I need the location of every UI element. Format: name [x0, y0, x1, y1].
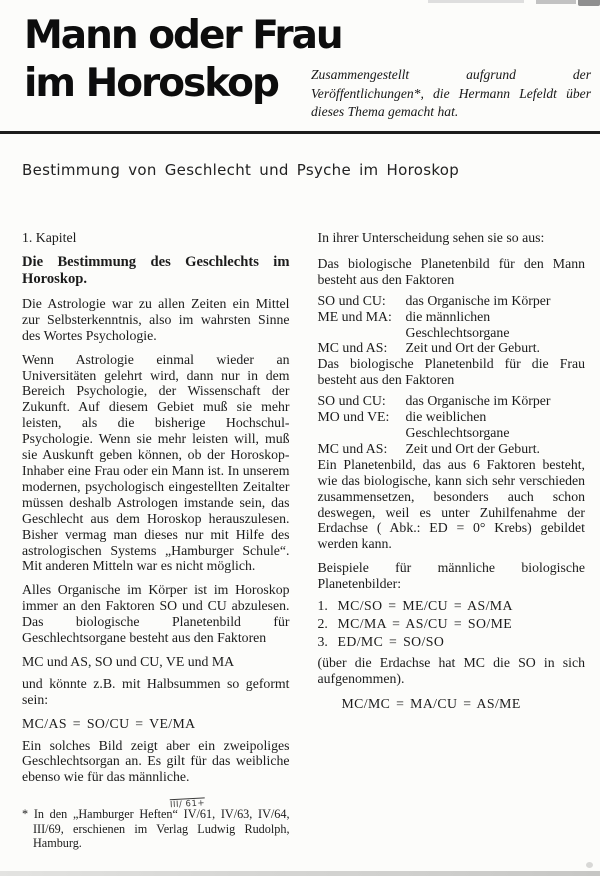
page-title: [24, 12, 342, 108]
paragraph: und könnte z.B. mit Halbsummen so geformt sein:: [22, 675, 290, 707]
scan-artifact-dot: [586, 862, 593, 868]
left-column: [22, 230, 290, 851]
example-item: [318, 597, 586, 615]
factor-value: die männlichen Geschlechtsorgane: [405, 308, 510, 340]
footnote-text: In den „Hamburger Heften“: [33, 807, 184, 822]
footnote-ref: [169, 798, 213, 822]
note-paragraph: (über die Erdachse hat MC die SO in sich aufgenommen).: [317, 655, 585, 686]
scan-artifact-top: [428, 0, 524, 3]
example-number: 2.: [317, 616, 328, 632]
factor-label: SO und CU:: [317, 292, 386, 308]
factor-label: SO und CU:: [317, 393, 386, 409]
woman-block-lead: Das biologische Planetenbild für die Frau besteht aus den Faktoren: [317, 356, 585, 388]
factor-value: die weiblichen Geschlechtsorgane: [405, 409, 510, 440]
man-block-lead: Das biologische Planetenbild für den Mann besteht aus den Faktoren: [317, 255, 585, 287]
paragraph: Ein solches Bild zeigt aber ein zweipoliges Geschlechtsorgan an. Es gilt für das weibliche ebenso wie für das männliche.: [22, 737, 290, 785]
factors-line: MC und AS, SO und CU, VE und MA: [22, 653, 235, 669]
factor-row: [318, 393, 586, 409]
footnote-ref-text: IV/61: [183, 807, 213, 822]
example-formula: MC/MA = AS/CU = SO/ME: [337, 616, 513, 632]
factor-value: das Organische im Körper: [405, 393, 551, 409]
final-formula: MC/MC = MA/CU = AS/ME: [341, 695, 521, 711]
example-number: 3.: [317, 634, 328, 650]
section-heading: Bestimmung von Geschlecht und Psyche im Horoskop: [22, 161, 460, 179]
page-title-line2: im Horoskop: [24, 61, 278, 106]
divider-rule: [0, 131, 600, 134]
factor-row: [318, 309, 586, 341]
example-formula: MC/SO = ME/CU = AS/MA: [337, 598, 513, 614]
paragraph: Wenn Astrologie einmal wieder an Universitäten gelehrt wird, dann nur in dem Bereich Psychologie, der Wissenschaft der Zukunft. Auf diesem Gebiet muß sie mehr leisten, als die bisherige Hochschul-Psychologie. Wenn sie mehr leisten will, muß sie Auskunft geben können, ob der Horoskop-Inhaber eine Frau oder ein Mann ist. In unserem modernen, psychologisch eingestellten Zeitalter müssen deshalb Astrologen imstande sein, das Geschlecht aus dem Horoskop herauszulesen. Bisher vermag man dieses nur mit Hilfe des astrologischen Systems „Hamburger Schule“. Mit anderen Mitteln war es nicht möglich.: [22, 351, 290, 574]
factor-value: Zeit und Ort der Geburt.: [405, 440, 540, 456]
factor-row: [318, 340, 586, 356]
examples-lead: Beispiele für männliche biologische Planetenbilder:: [317, 560, 585, 592]
footnote: [22, 798, 290, 851]
example-item: [318, 615, 586, 633]
scan-artifact-top-corner: [578, 0, 600, 6]
factor-row: [318, 293, 586, 309]
intro-line: In ihrer Unterscheidung sehen sie so aus:: [317, 230, 545, 245]
example-formula: ED/MC = SO/SO: [337, 634, 445, 650]
footnote-text-after: , IV/63, IV/64, III/69, erschienen im Verlag Ludwig Rudolph, Hamburg.: [33, 807, 290, 851]
factor-label: MC und AS:: [317, 340, 388, 356]
paragraph: Die Astrologie war zu allen Zeiten ein Mittel zur Selbsterkenntnis, also im wahrsten Sinne des Wortes Psychologie.: [22, 295, 290, 343]
factor-label: MO und VE:: [317, 409, 390, 425]
factor-row: [318, 409, 586, 441]
woman-factor-table: [318, 393, 586, 457]
halfsum-formula: MC/AS = SO/CU = VE/MA: [22, 715, 196, 731]
page-title-line1: Mann oder Frau: [24, 13, 342, 58]
right-column: [318, 230, 586, 851]
body-columns: [22, 230, 585, 851]
footnote-marker: *: [22, 807, 29, 822]
example-item: [318, 633, 586, 651]
scan-artifact-top: [536, 0, 576, 4]
paragraph: Ein Planetenbild, das aus 6 Faktoren besteht, wie das biologische, kann sich sehr verschieden zusammensetzen, besonders auch schon deswegen, weil es unter Zuhilfenahme der Erdachse ( Abk.: ED = 0° Krebs) gebildet werden kann.: [317, 456, 585, 552]
paragraph: Alles Organische im Körper ist im Horoskop immer an den Faktoren SO und CU abzulesen. Das biologische Planetenbild für Geschlechtsorgane besteht aus den Faktoren: [22, 582, 290, 646]
subtitle: Zusammengestellt aufgrund der Veröffentlichungen*, die Hermann Lefeldt über dieses Thema gemacht hat.: [311, 67, 591, 119]
factor-label: ME und MA:: [317, 308, 392, 324]
factor-row: [318, 441, 586, 457]
chapter-heading: Die Bestimmung des Geschlechts im Horoskop.: [22, 253, 290, 287]
handwritten-annotation: III/ 61+: [169, 798, 205, 811]
example-number: 1.: [317, 598, 328, 614]
chapter-label: 1. Kapitel: [22, 230, 77, 245]
scan-artifact-bottom-edge: [0, 871, 600, 876]
factor-value: das Organische im Körper: [405, 292, 551, 308]
examples-list: [318, 597, 586, 651]
factor-value: Zeit und Ort der Geburt.: [405, 340, 540, 356]
man-factor-table: [318, 293, 586, 357]
factor-label: MC und AS:: [317, 440, 388, 456]
